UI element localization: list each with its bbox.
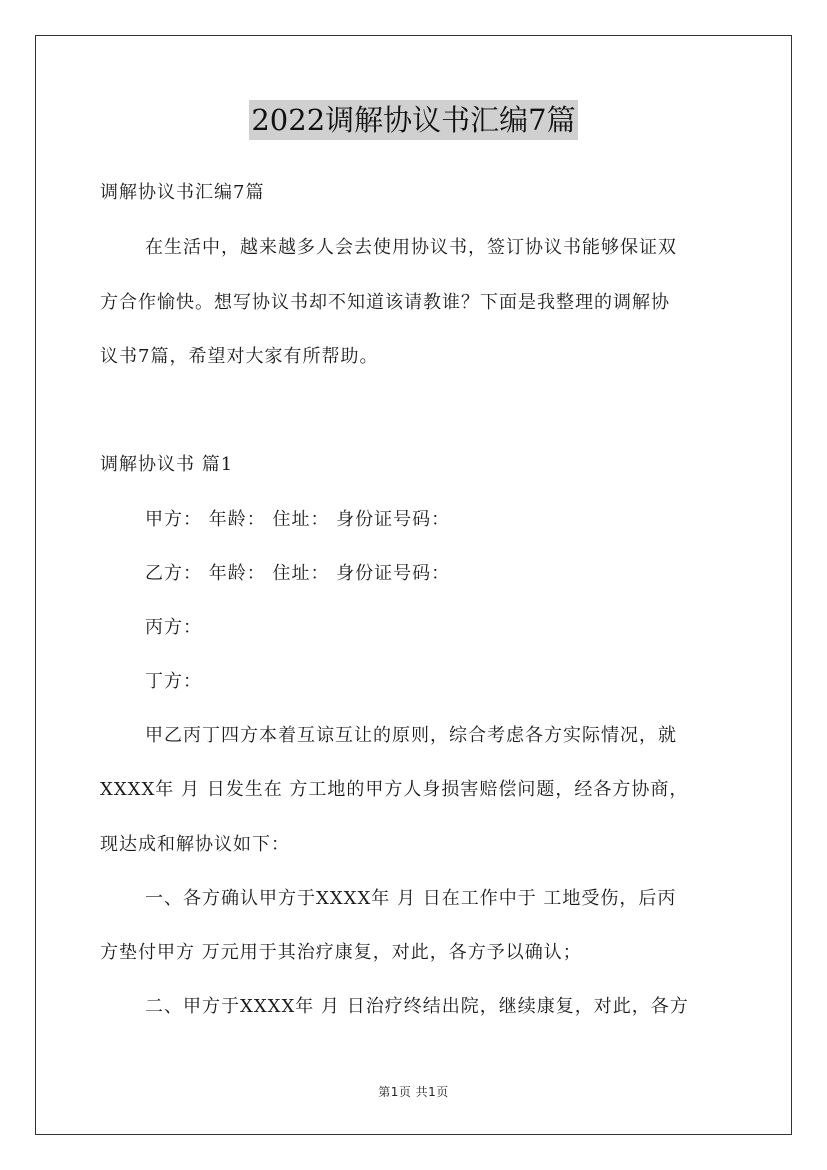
document-title: 2022调解协议书汇编7篇 — [249, 100, 577, 140]
clause-line: 二、甲方于XXXX年 月 日治疗终结出院，继续康复，对此，各方 — [145, 996, 689, 1017]
party-c-line: 丙方： — [145, 617, 202, 638]
clause-line: 一、各方确认甲方于XXXX年 月 日在工作中于 工地受伤，后丙 — [145, 888, 677, 909]
party-d-line: 丁方： — [145, 671, 202, 692]
title-container — [0, 100, 827, 140]
clause-line: 方垫付甲方 万元用于其治疗康复，对此，各方予以确认； — [100, 942, 582, 963]
party-a-line: 甲方： 年龄： 住址： 身份证号码： — [145, 509, 451, 530]
party-b-line: 乙方： 年龄： 住址： 身份证号码： — [145, 563, 451, 584]
section-heading: 调解协议书 篇1 — [100, 454, 234, 475]
paragraph-line: 在生活中，越来越多人会去使用协议书，签订协议书能够保证双 — [145, 237, 677, 258]
paragraph-line: XXXX年 月 日发生在 方工地的甲方人身损害赔偿问题，经各方协商， — [100, 779, 689, 800]
paragraph-line: 方合作愉快。想写协议书却不知道该请教谁？下面是我整理的调解协 — [100, 292, 670, 313]
subtitle-line: 调解协议书汇编7篇 — [100, 182, 265, 203]
paragraph-line: 现达成和解协议如下： — [100, 834, 290, 855]
page-footer: 第1页 共1页 — [378, 1085, 449, 1099]
paragraph-line: 议书7篇，希望对大家有所帮助。 — [100, 346, 379, 367]
paragraph-line: 甲乙丙丁四方本着互谅互让的原则，综合考虑各方实际情况，就 — [145, 725, 677, 746]
